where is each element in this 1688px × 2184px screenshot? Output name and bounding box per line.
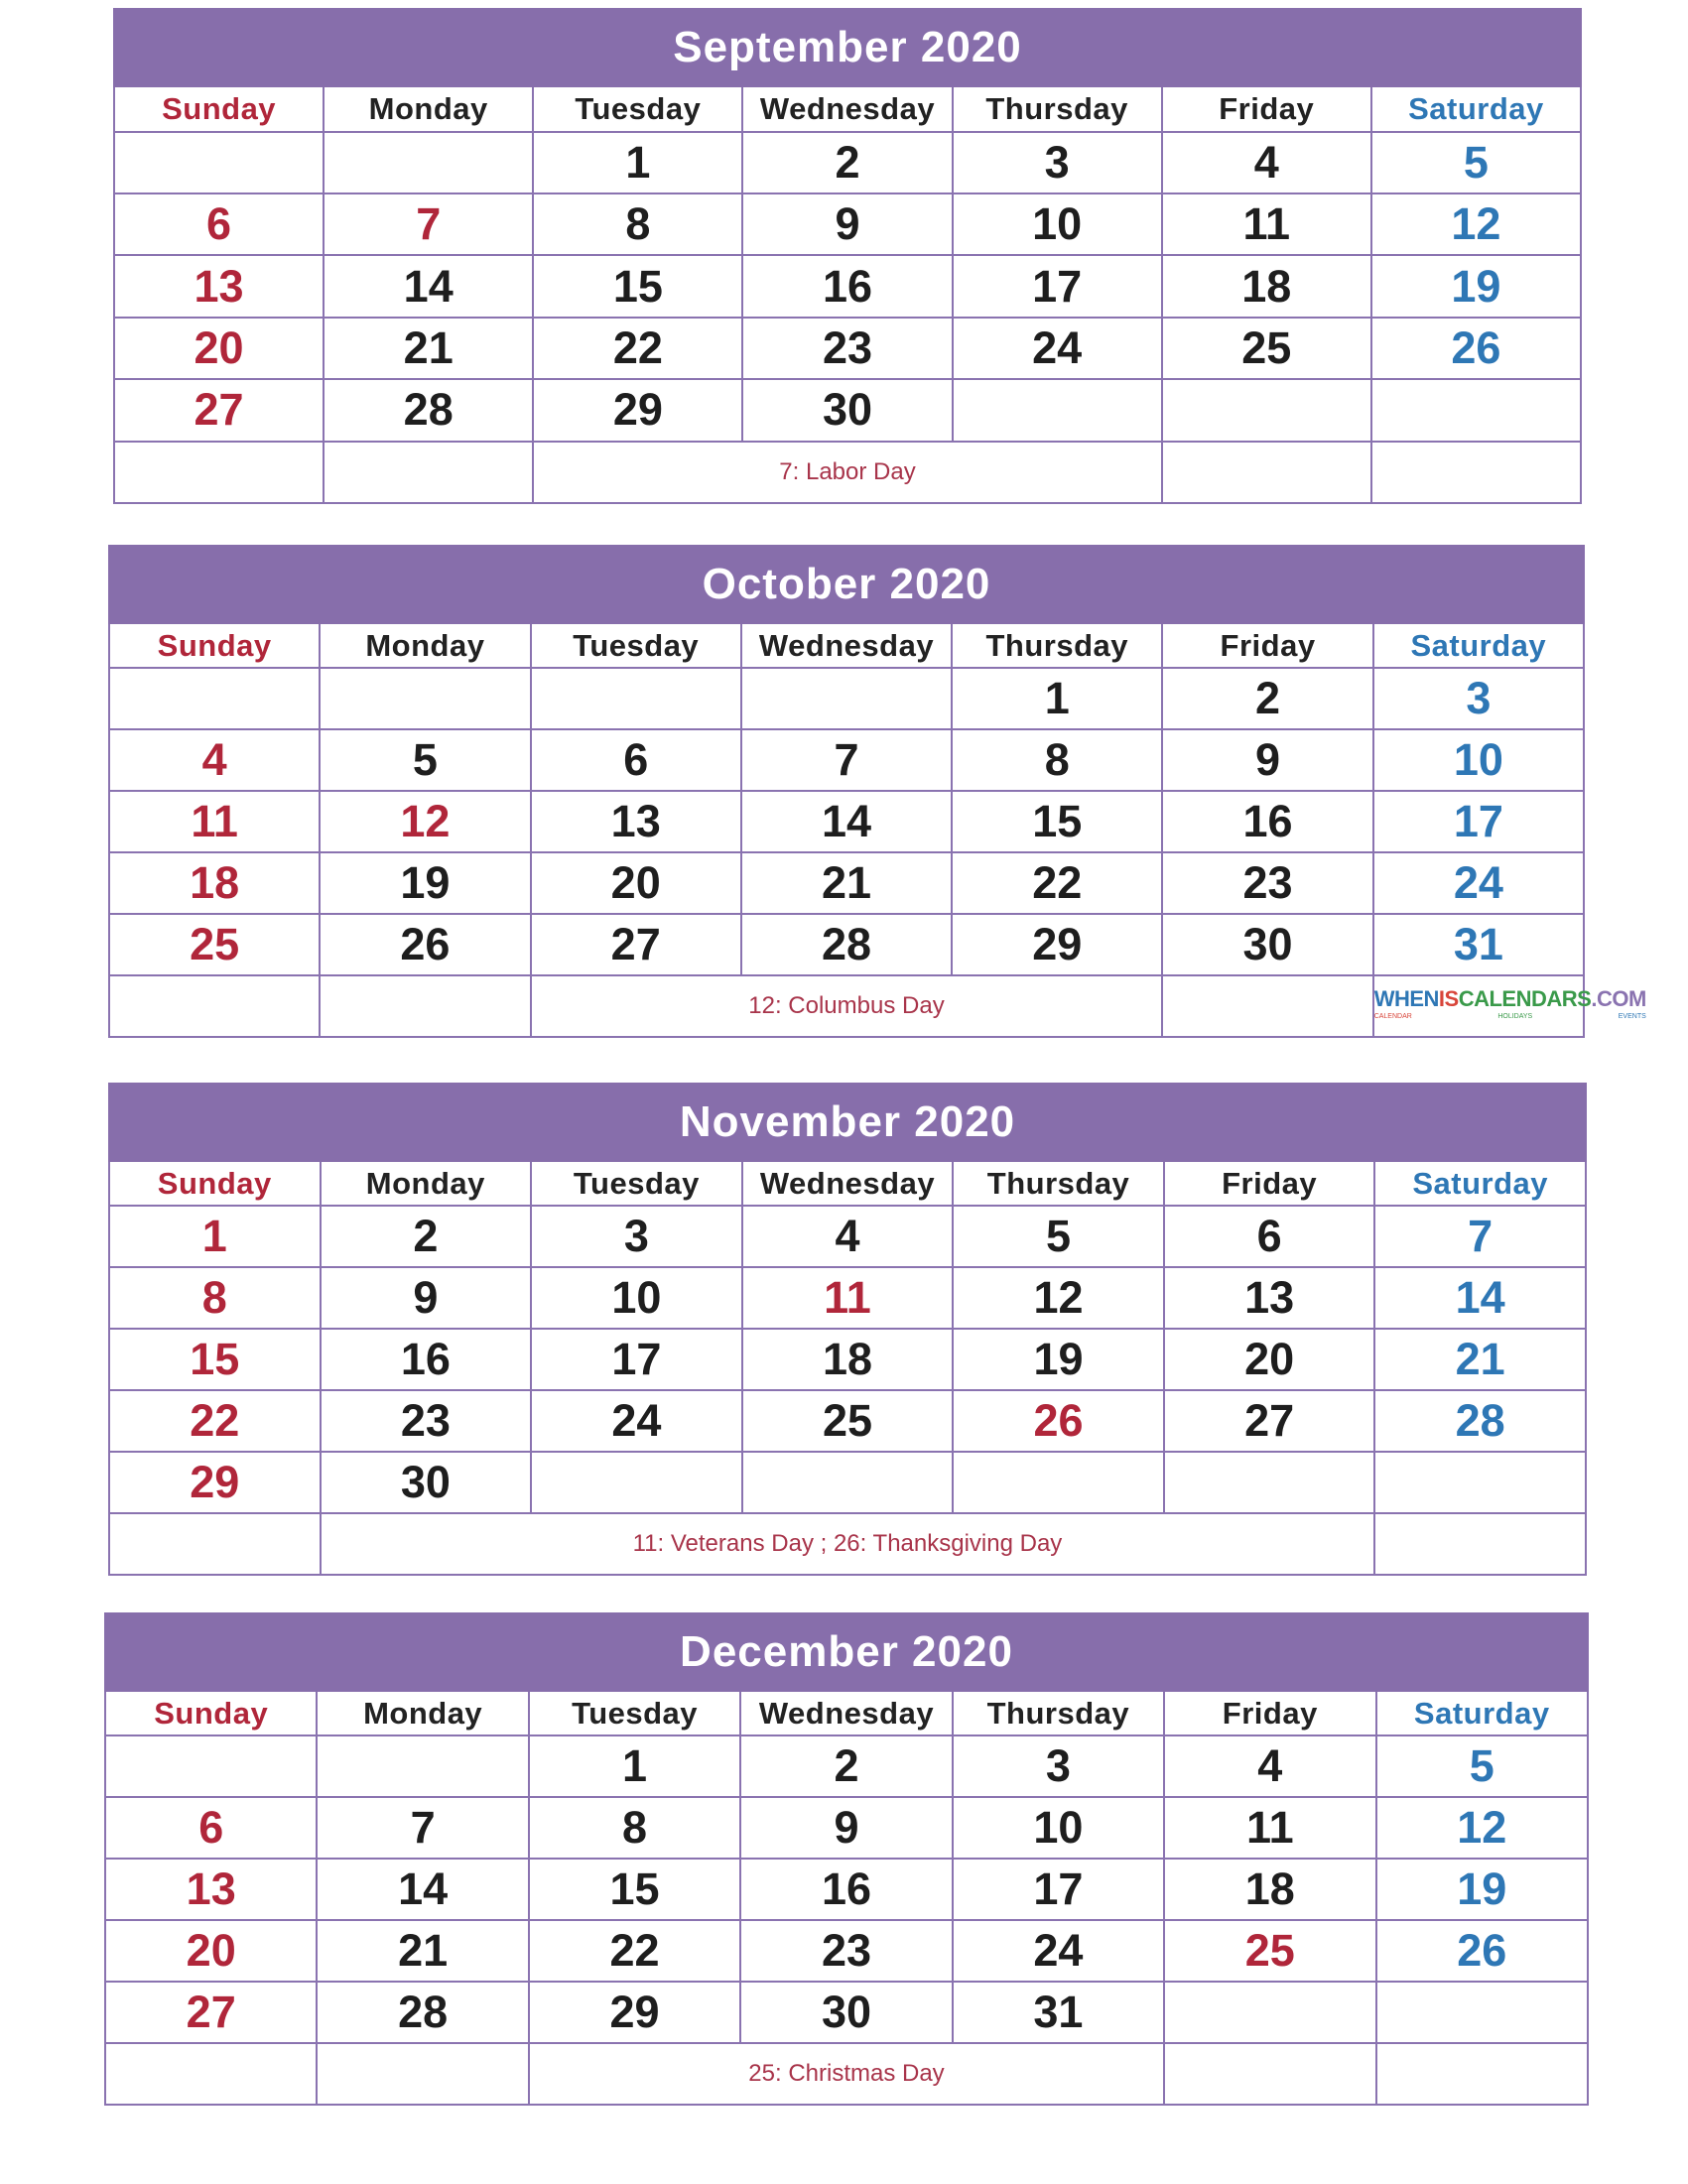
weekday-header-sunday: Sunday: [105, 1691, 317, 1735]
day-cell: 24: [953, 1920, 1164, 1982]
empty-day-cell: [105, 1735, 317, 1797]
day-cell: 9: [740, 1797, 952, 1859]
day-cell: 20: [531, 852, 741, 914]
day-cell: 20: [105, 1920, 317, 1982]
day-cell: 22: [533, 318, 742, 379]
weekday-header-thursday: Thursday: [953, 86, 1162, 131]
day-cell: 24: [531, 1390, 742, 1452]
day-cell: 29: [109, 1452, 321, 1513]
empty-day-cell: [953, 379, 1162, 441]
day-cell: 8: [533, 193, 742, 255]
day-cell: 30: [321, 1452, 532, 1513]
day-cell: 2: [742, 132, 952, 193]
week-row: [109, 791, 1584, 852]
month-table: [108, 1083, 1587, 1576]
weekday-header-thursday: Thursday: [953, 1161, 1164, 1206]
empty-day-cell: [109, 668, 320, 729]
day-cell: 2: [740, 1735, 952, 1797]
empty-day-cell: [1164, 1982, 1375, 2043]
day-cell: 3: [953, 1735, 1164, 1797]
day-cell: 4: [1162, 132, 1371, 193]
day-cell: 7: [317, 1797, 528, 1859]
weekday-header-thursday: Thursday: [952, 623, 1162, 668]
day-cell: 2: [1162, 668, 1372, 729]
whenis-calendars-logo: WHENISCALENDARS.COM CALENDAR HOLIDAYS EVENTS: [1373, 986, 1646, 1020]
day-cell: 7: [1374, 1206, 1586, 1267]
note-empty-cell: [109, 975, 320, 1037]
day-cell: 14: [741, 791, 952, 852]
month-table: [108, 545, 1646, 1038]
day-cell: 4: [1164, 1735, 1375, 1797]
note-empty-cell: [317, 2043, 528, 2105]
weekday-header-wednesday: Wednesday: [740, 1691, 952, 1735]
day-cell: 1: [952, 668, 1162, 729]
day-cell: 12: [1371, 193, 1581, 255]
day-cell: 5: [320, 729, 530, 791]
note-empty-cell: [1162, 975, 1372, 1037]
weekday-header-tuesday: Tuesday: [531, 623, 741, 668]
day-cell: 21: [741, 852, 952, 914]
empty-day-cell: [320, 668, 530, 729]
day-cell: 18: [1164, 1859, 1375, 1920]
month-title: October 2020: [109, 546, 1584, 623]
weekday-header-friday: Friday: [1162, 86, 1371, 131]
day-cell: 15: [529, 1859, 740, 1920]
day-cell: 12: [320, 791, 530, 852]
day-cell: 27: [114, 379, 324, 441]
day-cell: 28: [324, 379, 533, 441]
day-cell: 21: [1374, 1329, 1586, 1390]
weekday-header-tuesday: Tuesday: [529, 1691, 740, 1735]
empty-day-cell: [1164, 1452, 1375, 1513]
day-cell: 4: [742, 1206, 954, 1267]
day-cell: 15: [533, 255, 742, 317]
weekday-header-wednesday: Wednesday: [742, 86, 952, 131]
day-cell: 29: [533, 379, 742, 441]
day-cell: 20: [1164, 1329, 1375, 1390]
day-cell: 14: [1374, 1267, 1586, 1329]
month-title: September 2020: [114, 9, 1581, 86]
holiday-note: 25: Christmas Day: [529, 2043, 1164, 2105]
day-cell: 10: [531, 1267, 742, 1329]
day-cell: 13: [1164, 1267, 1375, 1329]
weekday-header-tuesday: Tuesday: [531, 1161, 742, 1206]
empty-day-cell: [1374, 1452, 1586, 1513]
day-cell: 1: [109, 1206, 321, 1267]
day-cell: 10: [953, 1797, 1164, 1859]
day-cell: 6: [114, 193, 324, 255]
note-empty-cell: [1374, 1513, 1586, 1575]
day-cell: 13: [531, 791, 741, 852]
weekday-header-friday: Friday: [1164, 1161, 1375, 1206]
weekday-header-saturday: Saturday: [1373, 623, 1584, 668]
holiday-note: 7: Labor Day: [533, 442, 1161, 503]
week-row: [109, 1206, 1586, 1267]
day-cell: 6: [105, 1797, 317, 1859]
week-row: [109, 914, 1584, 975]
note-empty-cell: [320, 975, 530, 1037]
weekday-header-friday: Friday: [1164, 1691, 1375, 1735]
day-cell: 25: [109, 914, 320, 975]
day-cell: 17: [953, 255, 1162, 317]
day-cell: 10: [1373, 729, 1584, 791]
day-cell: 27: [1164, 1390, 1375, 1452]
day-cell: 14: [324, 255, 533, 317]
day-cell: 16: [742, 255, 952, 317]
week-row: [109, 1452, 1586, 1513]
day-cell: 19: [320, 852, 530, 914]
day-cell: 28: [741, 914, 952, 975]
week-row: [105, 1920, 1588, 1982]
day-cell: 18: [1162, 255, 1371, 317]
week-row: [105, 1797, 1588, 1859]
day-cell: 31: [953, 1982, 1164, 2043]
weekday-header-sunday: Sunday: [109, 1161, 321, 1206]
empty-day-cell: [1162, 379, 1371, 441]
day-cell: 9: [321, 1267, 532, 1329]
day-cell: 26: [320, 914, 530, 975]
day-cell: 1: [533, 132, 742, 193]
site-logo: [1373, 975, 1646, 1037]
week-row: [105, 1735, 1588, 1797]
day-cell: 25: [742, 1390, 954, 1452]
weekday-header-tuesday: Tuesday: [533, 86, 742, 131]
week-row: [114, 255, 1581, 317]
note-empty-cell: [114, 442, 324, 503]
day-cell: 18: [109, 852, 320, 914]
note-empty-cell: [324, 442, 533, 503]
weekday-header-saturday: Saturday: [1374, 1161, 1586, 1206]
weekday-header-monday: Monday: [324, 86, 533, 131]
week-row: [109, 1329, 1586, 1390]
week-row: [105, 1982, 1588, 2043]
day-cell: 22: [952, 852, 1162, 914]
day-cell: 7: [324, 193, 533, 255]
day-cell: 18: [742, 1329, 954, 1390]
empty-day-cell: [114, 132, 324, 193]
day-cell: 27: [105, 1982, 317, 2043]
week-row: [109, 1390, 1586, 1452]
empty-day-cell: [741, 668, 952, 729]
week-row: [114, 193, 1581, 255]
day-cell: 8: [109, 1267, 321, 1329]
day-cell: 21: [317, 1920, 528, 1982]
day-cell: 11: [1162, 193, 1371, 255]
weekday-header-sunday: Sunday: [109, 623, 320, 668]
month-table: [113, 8, 1582, 504]
day-cell: 10: [953, 193, 1162, 255]
day-cell: 22: [529, 1920, 740, 1982]
day-cell: 28: [1374, 1390, 1586, 1452]
day-cell: 20: [114, 318, 324, 379]
month-calendar: [113, 8, 1582, 504]
day-cell: 19: [953, 1329, 1164, 1390]
day-cell: 9: [1162, 729, 1372, 791]
day-cell: 17: [1373, 791, 1584, 852]
empty-day-cell: [1376, 1982, 1588, 2043]
day-cell: 27: [531, 914, 741, 975]
week-row: [109, 729, 1584, 791]
holiday-note: 12: Columbus Day: [531, 975, 1163, 1037]
day-cell: 23: [740, 1920, 952, 1982]
weekday-header-wednesday: Wednesday: [742, 1161, 954, 1206]
day-cell: 24: [1373, 852, 1584, 914]
day-cell: 13: [105, 1859, 317, 1920]
week-row: [105, 1859, 1588, 1920]
empty-day-cell: [531, 1452, 742, 1513]
day-cell: 12: [1376, 1797, 1588, 1859]
empty-day-cell: [742, 1452, 954, 1513]
weekday-header-monday: Monday: [321, 1161, 532, 1206]
day-cell: 4: [109, 729, 320, 791]
week-row: [109, 852, 1584, 914]
day-cell: 29: [952, 914, 1162, 975]
weekday-header-saturday: Saturday: [1376, 1691, 1588, 1735]
empty-day-cell: [953, 1452, 1164, 1513]
day-cell: 22: [109, 1390, 321, 1452]
week-row: [114, 132, 1581, 193]
day-cell: 5: [1376, 1735, 1588, 1797]
day-cell: 11: [109, 791, 320, 852]
day-cell: 25: [1164, 1920, 1375, 1982]
empty-day-cell: [531, 668, 741, 729]
month-table: [104, 1612, 1589, 2106]
day-cell: 16: [321, 1329, 532, 1390]
day-cell: 21: [324, 318, 533, 379]
week-row: [109, 668, 1584, 729]
month-calendar: [108, 1083, 1587, 1573]
note-empty-cell: [105, 2043, 317, 2105]
week-row: [114, 318, 1581, 379]
day-cell: 26: [1376, 1920, 1588, 1982]
week-row: [109, 1267, 1586, 1329]
day-cell: 3: [531, 1206, 742, 1267]
week-row: [114, 379, 1581, 441]
day-cell: 3: [1373, 668, 1584, 729]
day-cell: 30: [740, 1982, 952, 2043]
holiday-note: 11: Veterans Day ; 26: Thanksgiving Day: [321, 1513, 1375, 1575]
day-cell: 5: [1371, 132, 1581, 193]
month-title: December 2020: [105, 1613, 1588, 1691]
day-cell: 13: [114, 255, 324, 317]
day-cell: 17: [531, 1329, 742, 1390]
day-cell: 25: [1162, 318, 1371, 379]
day-cell: 16: [1162, 791, 1372, 852]
month-calendar: [104, 1612, 1589, 2103]
weekday-header-saturday: Saturday: [1371, 86, 1581, 131]
weekday-header-thursday: Thursday: [953, 1691, 1164, 1735]
day-cell: 28: [317, 1982, 528, 2043]
day-cell: 3: [953, 132, 1162, 193]
day-cell: 11: [1164, 1797, 1375, 1859]
day-cell: 8: [529, 1797, 740, 1859]
empty-day-cell: [1371, 379, 1581, 441]
day-cell: 16: [740, 1859, 952, 1920]
day-cell: 6: [531, 729, 741, 791]
month-calendar: [108, 545, 1646, 1037]
day-cell: 23: [742, 318, 952, 379]
day-cell: 30: [742, 379, 952, 441]
weekday-header-wednesday: Wednesday: [741, 623, 952, 668]
day-cell: 6: [1164, 1206, 1375, 1267]
weekday-header-sunday: Sunday: [114, 86, 324, 131]
note-empty-cell: [1162, 442, 1371, 503]
weekday-header-monday: Monday: [317, 1691, 528, 1735]
weekday-header-friday: Friday: [1162, 623, 1372, 668]
day-cell: 17: [953, 1859, 1164, 1920]
day-cell: 7: [741, 729, 952, 791]
day-cell: 5: [953, 1206, 1164, 1267]
day-cell: 8: [952, 729, 1162, 791]
day-cell: 1: [529, 1735, 740, 1797]
day-cell: 31: [1373, 914, 1584, 975]
day-cell: 26: [1371, 318, 1581, 379]
day-cell: 23: [321, 1390, 532, 1452]
note-empty-cell: [1371, 442, 1581, 503]
day-cell: 2: [321, 1206, 532, 1267]
day-cell: 19: [1376, 1859, 1588, 1920]
day-cell: 14: [317, 1859, 528, 1920]
day-cell: 19: [1371, 255, 1581, 317]
empty-day-cell: [324, 132, 533, 193]
day-cell: 12: [953, 1267, 1164, 1329]
day-cell: 23: [1162, 852, 1372, 914]
day-cell: 15: [109, 1329, 321, 1390]
day-cell: 30: [1162, 914, 1372, 975]
day-cell: 11: [742, 1267, 954, 1329]
empty-day-cell: [317, 1735, 528, 1797]
day-cell: 24: [953, 318, 1162, 379]
day-cell: 29: [529, 1982, 740, 2043]
weekday-header-monday: Monday: [320, 623, 530, 668]
day-cell: 15: [952, 791, 1162, 852]
day-cell: 9: [742, 193, 952, 255]
note-empty-cell: [1164, 2043, 1375, 2105]
day-cell: 26: [953, 1390, 1164, 1452]
note-empty-cell: [1376, 2043, 1588, 2105]
month-title: November 2020: [109, 1084, 1586, 1161]
note-empty-cell: [109, 1513, 321, 1575]
